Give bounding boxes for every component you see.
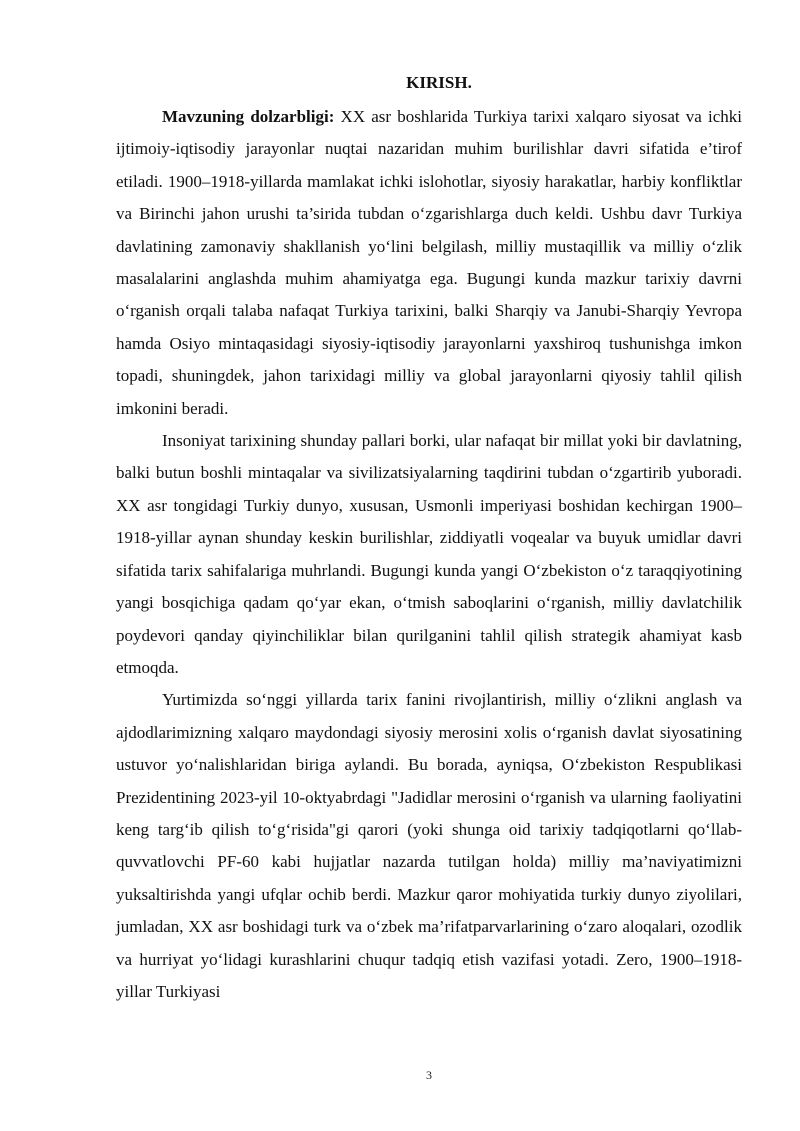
paragraph-policy — [116, 684, 742, 1008]
paragraph-text: Insoniyat tarixining shunday pallari borki, ular nafaqat bir millat yoki bir davlatning, balki butun boshli mintaqalar va sivilizatsiyalarning taqdirini tubdan o‘zgartirib yuboradi. XX asr tongidagi Turkiy dunyo, xususan, Usmonli imperiyasi boshidan kechirgan 1900–1918-yillar aynan shunday keskin burilishlar, ziddiyatli voqealar va buyuk umidlar davri sifatida tarix sahifalariga muhrlandi. Bugungi kunda yangi O‘zbekiston o‘z taraqqiyotining yangi bosqichiga qadam qo‘yar ekan, o‘tmish saboqlarini o‘rganish, milliy davlatchilik poydevori qanday qiyinchiliklar bilan qurilganini tahlil qilish strategik ahamiyat kasb etmoqda. — [116, 431, 742, 677]
paragraph-lead-label: Mavzuning dolzarbligi: — [162, 107, 335, 126]
paragraph-relevance — [116, 101, 742, 425]
paragraph-history — [116, 425, 742, 684]
paragraph-text: XX asr boshlarida Turkiya tarixi xalqaro siyosat va ichki ijtimoiy-iqtisodiy jarayonlar nuqtai nazaridan muhim burilishlar davri sifatida e’tirof etiladi. 1900–1918-yillarda mamlakat ichki islohotlar, siyosiy harakatlar, harbiy konfliktlar va Birinchi jahon urushi ta’sirida tubdan o‘zgarishlarga duch keldi. Ushbu davr Turkiya davlatining zamonaviy shakllanish yo‘lini belgilash, milliy mustaqillik va milliy o‘zlik masalalarini anglashda muhim ahamiyatga ega. Bugungi kunda mazkur tarixiy davrni o‘rganish orqali talaba nafaqat Turkiya tarixini, balki Sharqiy va Janubi-Sharqiy Yevropa hamda Osiyo mintaqasidagi siyosiy-iqtisodiy jarayonlarni yaxshiroq tushunishga imkon topadi, shuningdek, jahon tarixidagi milliy va global jarayonlarni qiyosiy tahlil qilish imkonini beradi. — [116, 107, 742, 418]
page-number: 3 — [426, 1068, 432, 1082]
paragraph-text: Yurtimizda so‘nggi yillarda tarix fanini rivojlantirish, milliy o‘zlikni anglash va ajdodlarimizning xalqaro maydondagi siyosiy merosini xolis o‘rganish davlat siyosatining ustuvor yo‘nalishlaridan biriga aylandi. Bu borada, ayniqsa, O‘zbekiston Respublikasi Prezidentining 2023-yil 10-oktyabrdagi "Jadidlar merosini o‘rganish va ularning faoliyatini keng targ‘ib qilish to‘g‘risida"gi qarori (yoki shunga oid tarixiy tadqiqotlarni qo‘llab-quvvatlovchi PF-60 kabi hujjatlar nazarda tutilgan holda) milliy ma’naviyatimizni yuksaltirishda yangi ufqlar ochib berdi. Mazkur qaror mohiyatida turkiy dunyo ziyolilari, jumladan, XX asr boshidagi turk va o‘zbek ma’rifatparvarlarining o‘zaro aloqalari, ozodlik va hurriyat yo‘lidagi kurashlarini chuqur tadqiq etish vazifasi yotadi. Zero, 1900–1918-yillar Turkiyasi — [116, 690, 742, 1001]
page-heading: KIRISH. — [406, 73, 472, 92]
